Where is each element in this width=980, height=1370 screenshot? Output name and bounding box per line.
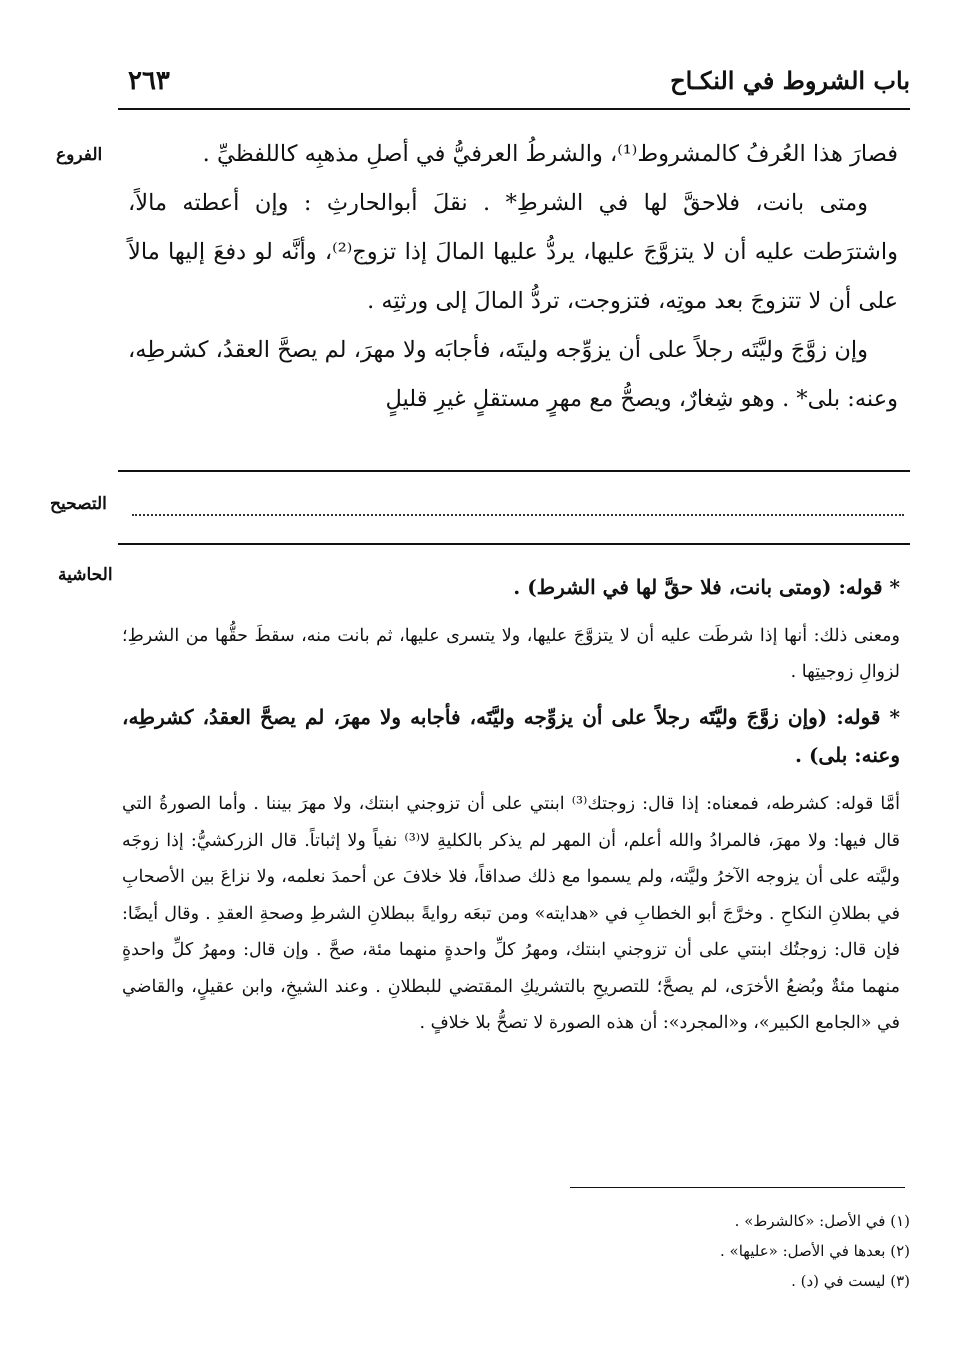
footnote-item: (٢) بعدها في الأصل: «عليها» . [720, 1242, 910, 1260]
section-divider-top [118, 470, 910, 472]
footnote-item: (١) في الأصل: «كالشرط» . [734, 1212, 910, 1230]
main-paragraph-1: فصارَ هذا العُرفُ كالمشروط⁽¹⁾، والشرطُ العرفيُّ في أصلِ مذهبِه كاللفظيِّ . [202, 141, 898, 167]
footnotes [110, 1206, 910, 1296]
footnote-divider [570, 1187, 905, 1188]
commentary-body-1: ومعنى ذلك: أنها إذا شرطَت عليه أن لا يتزوَّجَ عليها، ولا يتسرى عليها، ثم بانت منه، سقطَ حقُّها من الشرطِ؛ لزوالِ زوجيتِها . [122, 626, 900, 682]
commentary-body-2: أمَّا قوله: كشرطه، فمعناه: إذا قال: زوجتك⁽³⁾ ابنتي على أن تزوجني ابنتك، ولا مهرَ بيننا . وأما الصورةُ التي قال فيها: ولا مهرَ، فالمرادُ والله أعلم، أن المهر لم يذكر بالكليةِ لا⁽³⁾ نفياً ولا إثباتاً. قال الزركشيُّ: إذا زوجَه وليَّته على أن يزوجه الآخرُ وليَّته، ولم يسموا مع ذلك صداقاً، فلا خلافَ عن أحمدَ نعلمه، ولا نزاعَ بين الأصحابِ في بطلانِ النكاحِ . وخرَّجَ أبو الخطابِ في «هدايته» ومن تبعَه روايةً ببطلانِ الشرطِ وصحةِ العقدِ . وقال أيضًا: فإن قال: زوجتُك ابنتي على أن تزوجني ابنتك، ومهرُ كلِّ واحدةٍ منهما مئة، صحَّ . وإن قال: ومهرُ كلِّ واحدةٍ منهما مئةٌ وبُضعُ الأخرَى، لم يصحَّ؛ للتصريحِ بالتشريكِ المقتضي للبطلانِ . وعند الشيخِ، وابن عقيلٍ، والقاضي في «الجامع الكبير»، و«المجرد»: أن هذه الصورة لا تصحُّ بلا خلافٍ . [122, 794, 901, 1033]
side-label-hashiya: الحاشية [58, 565, 113, 585]
hashiya-commentary [122, 568, 900, 1050]
side-label-tashih: التصحيح [50, 494, 107, 514]
commentary-quote-2: * قوله: (وإن زوَّجَ وليَّتَه رجلاً على أن يزوِّجه وليَّتَه، فأجابه ولا مهرَ، لم يصحَّ العقدُ، كشرطِه، وعنه: بلى) . [122, 705, 900, 767]
side-label-furu: الفروع [56, 145, 103, 165]
header-divider [118, 108, 910, 110]
main-paragraph-2: ومتى بانت، فلاحقَّ لها في الشرطِ* . نقلَ أبوالحارثِ : وإن أعطته مالاً، واشترَطت عليه أن لا يتزوَّجَ عليها، يردُّ عليها المالَ إذا تزوج⁽²⁾، وأنَّه لو دفعَ إليها مالاً على أن لا تتزوجَ بعد موتِه، فتزوجت، تردُّ المالَ إلى ورثتِه . [128, 190, 898, 314]
main-text [128, 130, 898, 424]
tashih-dotted-line [132, 514, 904, 516]
section-divider-bottom [118, 543, 910, 545]
footnote-item: (٣) ليست في (د) . [791, 1272, 910, 1290]
commentary-quote-1: * قوله: (ومتى بانت، فلا حقَّ لها في الشرط) . [513, 575, 900, 599]
chapter-title: باب الشروط في النكـاح [670, 66, 910, 95]
main-paragraph-3: وإن زوَّجَ وليَّتَه رجلاً على أن يزوِّجه وليتَه، فأجابَه ولا مهرَ، لم يصحَّ العقدُ، كشرطِه، وعنه: بلى* . وهو شِغارٌ، ويصحُّ مع مهرٍ مستقلٍ غيرِ قليلٍ [128, 337, 898, 412]
page-number: ٢٦٣ [128, 66, 170, 96]
